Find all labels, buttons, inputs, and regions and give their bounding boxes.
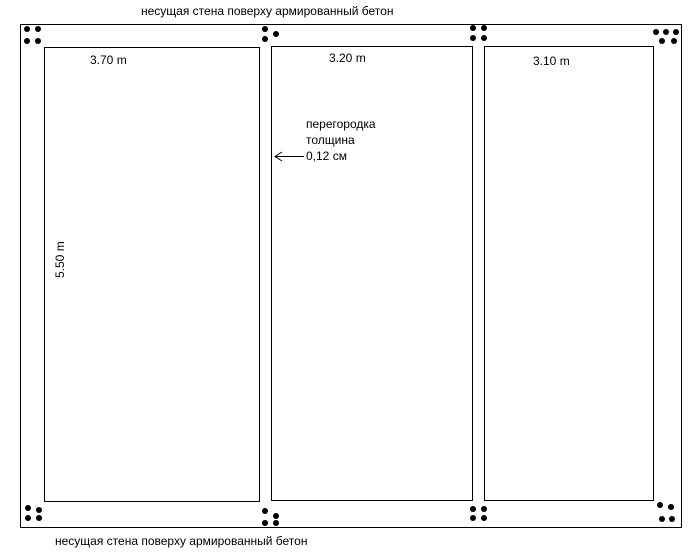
room-height-label: 5.50 m [53,241,67,278]
column-marker [653,29,679,44]
column-marker [25,505,42,521]
column-marker [262,508,279,526]
room-1 [45,48,260,502]
bottom-wall-label: несущая стена поверху армированный бетон [55,534,308,548]
column-marker [470,25,487,41]
column-marker [24,26,41,44]
column-marker [470,506,487,521]
room-1-width-label: 3.70 m [90,53,127,67]
partition-label-line-1: перегородка [306,117,376,131]
room-2 [272,47,473,501]
room-2-width-label: 3.20 m [329,51,366,65]
partition-arrow [275,152,304,161]
outer-wall [21,25,682,528]
partition-label-line-3: 0,12 см [306,149,347,163]
partition-label-line-2: толщина [306,133,355,147]
room-3-width-label: 3.10 m [533,54,570,68]
top-wall-label: несущая стена поверху армированный бетон [141,4,394,18]
column-marker [657,502,675,522]
room-3 [485,47,654,501]
column-marker [262,26,279,42]
